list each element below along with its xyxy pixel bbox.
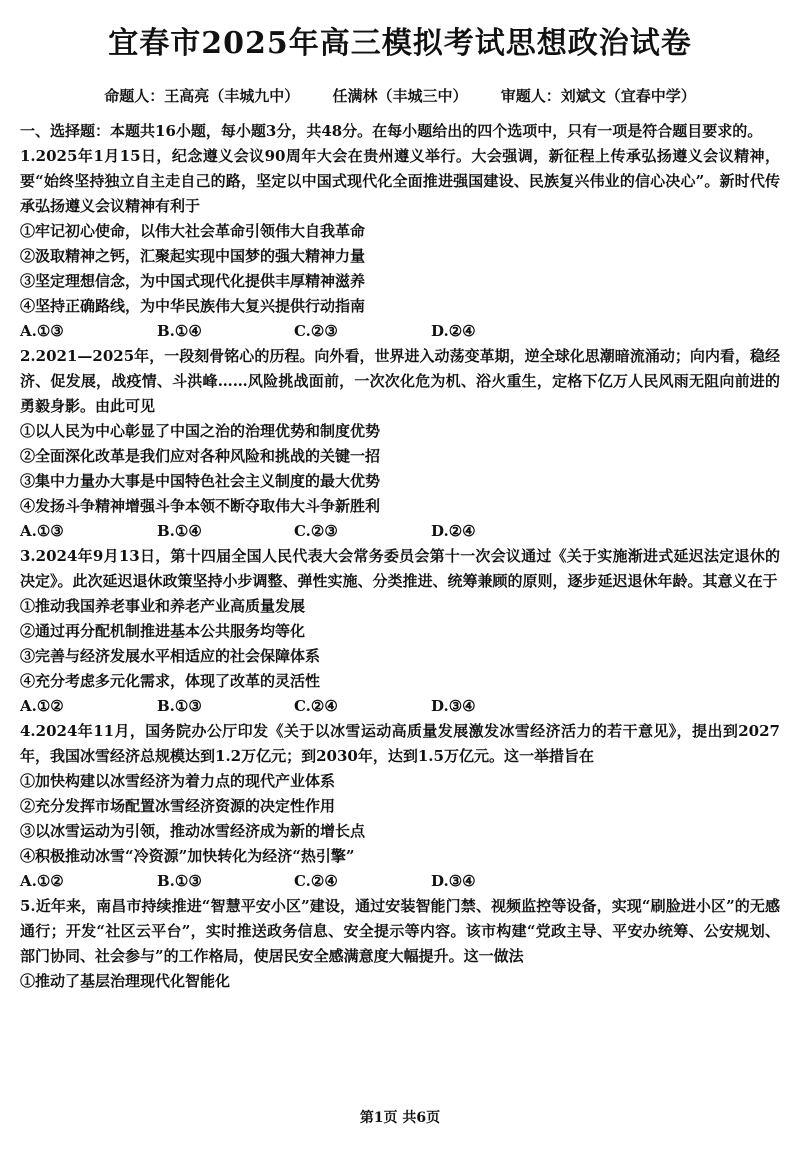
statement-option: ②汲取精神之钙，汇聚起实现中国梦的强大精神力量 [20, 247, 366, 265]
author-line [0, 84, 800, 108]
choice-b: B.①③ [157, 872, 202, 890]
author-1: 命题人：王高亮（丰城九中） [104, 87, 300, 105]
statement-option: ②全面深化改革是我们应对各种风险和挑战的关键一招 [20, 447, 381, 465]
choice-a: A.①③ [20, 322, 64, 340]
choice-b: B.①③ [157, 697, 202, 715]
statement-option: ③集中力量办大事是中国特色社会主义制度的最大优势 [20, 472, 381, 490]
question-stem: 1.2025年1月15日，纪念遵义会议90周年大会在贵州遵义举行。大会强调，新征程上传承弘扬遵义会议精神，要“始终坚持独立自主走自己的路，坚定以中国式现代化全面推进强国建设、民族复兴伟业的信心决心”。新时代传承弘扬遵义会议精神有利于 [20, 147, 780, 215]
statement-option: ①推动我国养老事业和养老产业高质量发展 [20, 597, 306, 615]
choice-b: B.①④ [157, 522, 202, 540]
question-stem: 2.2021—2025年，一段刻骨铭心的历程。向外看，世界进入动荡变革期，逆全球化思潮暗流涌动；向内看，稳经济、促发展，战疫情、斗洪峰……风险挑战面前，一次次化危为机、浴火重生，定格下亿万人民风雨无阻向前进的勇毅身影。由此可见 [20, 347, 780, 415]
choice-d: D.③④ [431, 872, 476, 890]
statement-option: ③坚定理想信念，为中国式现代化提供丰厚精神滋养 [20, 272, 366, 290]
statement-option: ①以人民为中心彰显了中国之治的治理优势和制度优势 [20, 422, 381, 440]
choice-a: A.①② [20, 697, 64, 715]
choice-a: A.①② [20, 872, 64, 890]
choice-c: C.②④ [294, 872, 338, 890]
statement-option: ④积极推动冰雪“冷资源”加快转化为经济“热引擎” [20, 847, 355, 865]
statement-option: ①推动了基层治理现代化智能化 [20, 972, 231, 990]
question-stem: 3.2024年9月13日，第十四届全国人民代表大会常务委员会第十一次会议通过《关于实施渐进式延迟法定退休的决定》。此次延迟退休政策坚持小步调整、弹性实施、分类推进、统筹兼顾的原则，逐步延迟退休年龄。其意义在于 [20, 547, 780, 590]
answer-choices [20, 694, 780, 719]
question-2 [20, 344, 780, 544]
question-5 [20, 894, 780, 994]
choice-d: D.③④ [431, 697, 476, 715]
choice-b: B.①④ [157, 322, 202, 340]
choice-d: D.②④ [431, 322, 476, 340]
exam-content [20, 119, 780, 994]
page-number: 第1页 共6页 [359, 1110, 441, 1126]
choice-d: D.②④ [431, 522, 476, 540]
answer-choices [20, 519, 780, 544]
choice-a: A.①③ [20, 522, 64, 540]
reviewer: 审题人：刘斌文（宜春中学） [500, 87, 696, 105]
page-title: 宜春市2025年高三模拟考试思想政治试卷 [108, 26, 692, 61]
statement-option: ④坚持正确路线，为中华民族伟大复兴提供行动指南 [20, 297, 366, 315]
statement-option: ②通过再分配机制推进基本公共服务均等化 [20, 622, 306, 640]
statement-option: ④发扬斗争精神增强斗争本领不断夺取伟大斗争新胜利 [20, 497, 381, 515]
question-4 [20, 719, 780, 894]
statement-option: ①牢记初心使命，以伟大社会革命引领伟大自我革命 [20, 222, 366, 240]
statement-option: ④充分考虑多元化需求，体现了改革的灵活性 [20, 672, 321, 690]
statement-option: ①加快构建以冰雪经济为着力点的现代产业体系 [20, 772, 336, 790]
statement-option: ③完善与经济发展水平相适应的社会保障体系 [20, 647, 321, 665]
answer-choices [20, 869, 780, 894]
statement-option: ③以冰雪运动为引领，推动冰雪经济成为新的增长点 [20, 822, 366, 840]
author-2: 任满林（丰城三中） [332, 87, 468, 105]
question-1 [20, 144, 780, 344]
choice-c: C.②③ [294, 522, 338, 540]
question-stem: 4.2024年11月，国务院办公厅印发《关于以冰雪运动高质量发展激发冰雪经济活力的若干意见》，提出到2027年，我国冰雪经济总规模达到1.2万亿元；到2030年，达到1.5万亿元。这一举措旨在 [20, 722, 780, 765]
section-instructions: 一、选择题：本题共16小题，每小题3分，共48分。在每小题给出的四个选项中，只有一项是符合题目要求的。 [20, 122, 763, 140]
statement-option: ②充分发挥市场配置冰雪经济资源的决定性作用 [20, 797, 336, 815]
question-3 [20, 544, 780, 719]
answer-choices [20, 319, 780, 344]
choice-c: C.②④ [294, 697, 338, 715]
question-stem: 5.近年来，南昌市持续推进“智慧平安小区”建设，通过安装智能门禁、视频监控等设备，实现“刷脸进小区”的无感通行；开发“社区云平台”，实时推送政务信息、安全提示等内容。该市构建“党政主导、平安办统筹、公安规划、部门协同、社会参与”的工作格局，使居民安全感满意度大幅提升。这一做法 [20, 897, 780, 965]
choice-c: C.②③ [294, 322, 338, 340]
